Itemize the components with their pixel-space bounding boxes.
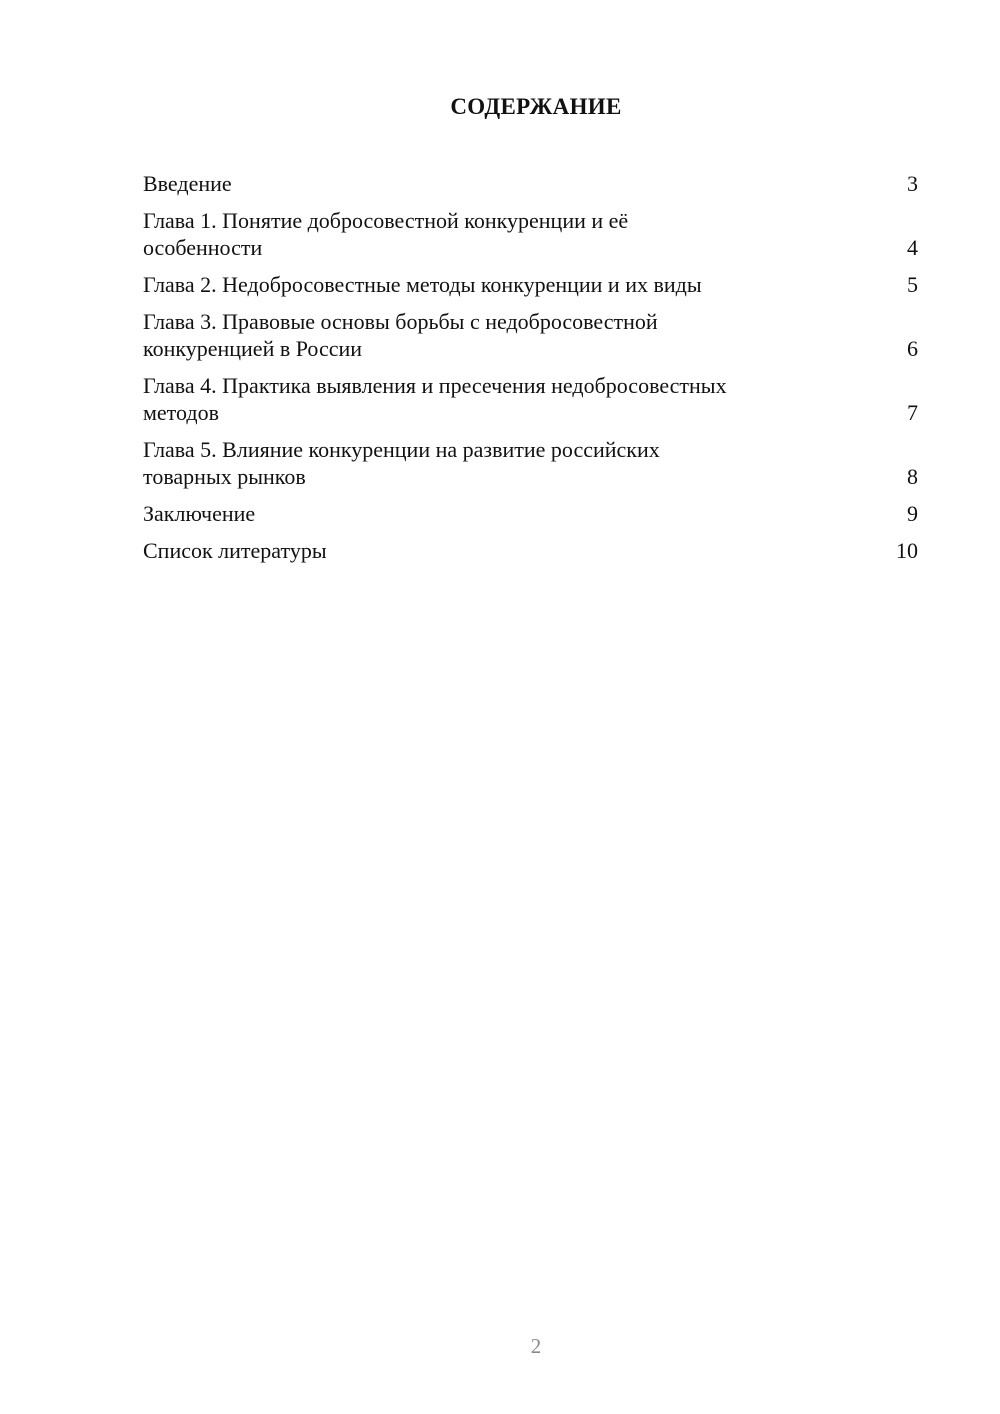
toc-entry-introduction <box>143 170 918 197</box>
page-number: 2 <box>530 1334 542 1358</box>
toc-entry-chapter-2 <box>143 271 918 298</box>
toc-entry-line: товарных рынков <box>143 464 306 489</box>
toc-entry-page: 8 <box>907 464 918 489</box>
toc-entry-page: 3 <box>907 171 918 196</box>
toc-entry-line: Глава 5. Влияние конкуренции на развитие российских <box>143 437 660 462</box>
toc-entry-text <box>143 372 727 426</box>
toc-entry-bibliography <box>143 537 918 564</box>
toc-entry-page: 4 <box>907 235 918 260</box>
toc-entry-line: методов <box>143 400 219 425</box>
toc-entry-line: Глава 2. Недобросовестные методы конкуренции и их виды <box>143 272 702 297</box>
toc-entry-line: конкуренцией в России <box>143 336 363 361</box>
toc-entry-text <box>143 500 255 527</box>
toc-entry-page: 9 <box>907 501 918 526</box>
toc-entry-text <box>143 436 660 490</box>
toc-entry-text <box>143 308 658 362</box>
toc-entry-line: Глава 4. Практика выявления и пресечения недобросовестных <box>143 373 727 398</box>
toc-title: СОДЕРЖАНИЕ <box>450 94 622 119</box>
toc-entry-text <box>143 170 232 197</box>
toc-entry-line: Список литературы <box>143 538 327 563</box>
toc-entry-conclusion <box>143 500 918 527</box>
toc-entry-chapter-3 <box>143 308 918 362</box>
toc-entry-chapter-5 <box>143 436 918 490</box>
toc-entry-text <box>143 537 327 564</box>
toc-entry-page: 6 <box>907 336 918 361</box>
toc-entry-chapter-1 <box>143 207 918 261</box>
toc-entry-text <box>143 207 628 261</box>
table-of-contents <box>143 170 918 574</box>
toc-entry-line: Глава 3. Правовые основы борьбы с недобросовестной <box>143 309 658 334</box>
toc-entry-page: 5 <box>907 272 918 297</box>
toc-entry-chapter-4 <box>143 372 918 426</box>
toc-entry-line: особенности <box>143 235 263 260</box>
toc-entry-page: 10 <box>896 538 918 563</box>
toc-entry-line: Введение <box>143 171 232 196</box>
toc-entry-page: 7 <box>907 400 918 425</box>
toc-entry-text <box>143 271 702 298</box>
toc-entry-line: Глава 1. Понятие добросовестной конкуренции и её <box>143 208 629 233</box>
toc-entry-line: Заключение <box>143 501 256 526</box>
